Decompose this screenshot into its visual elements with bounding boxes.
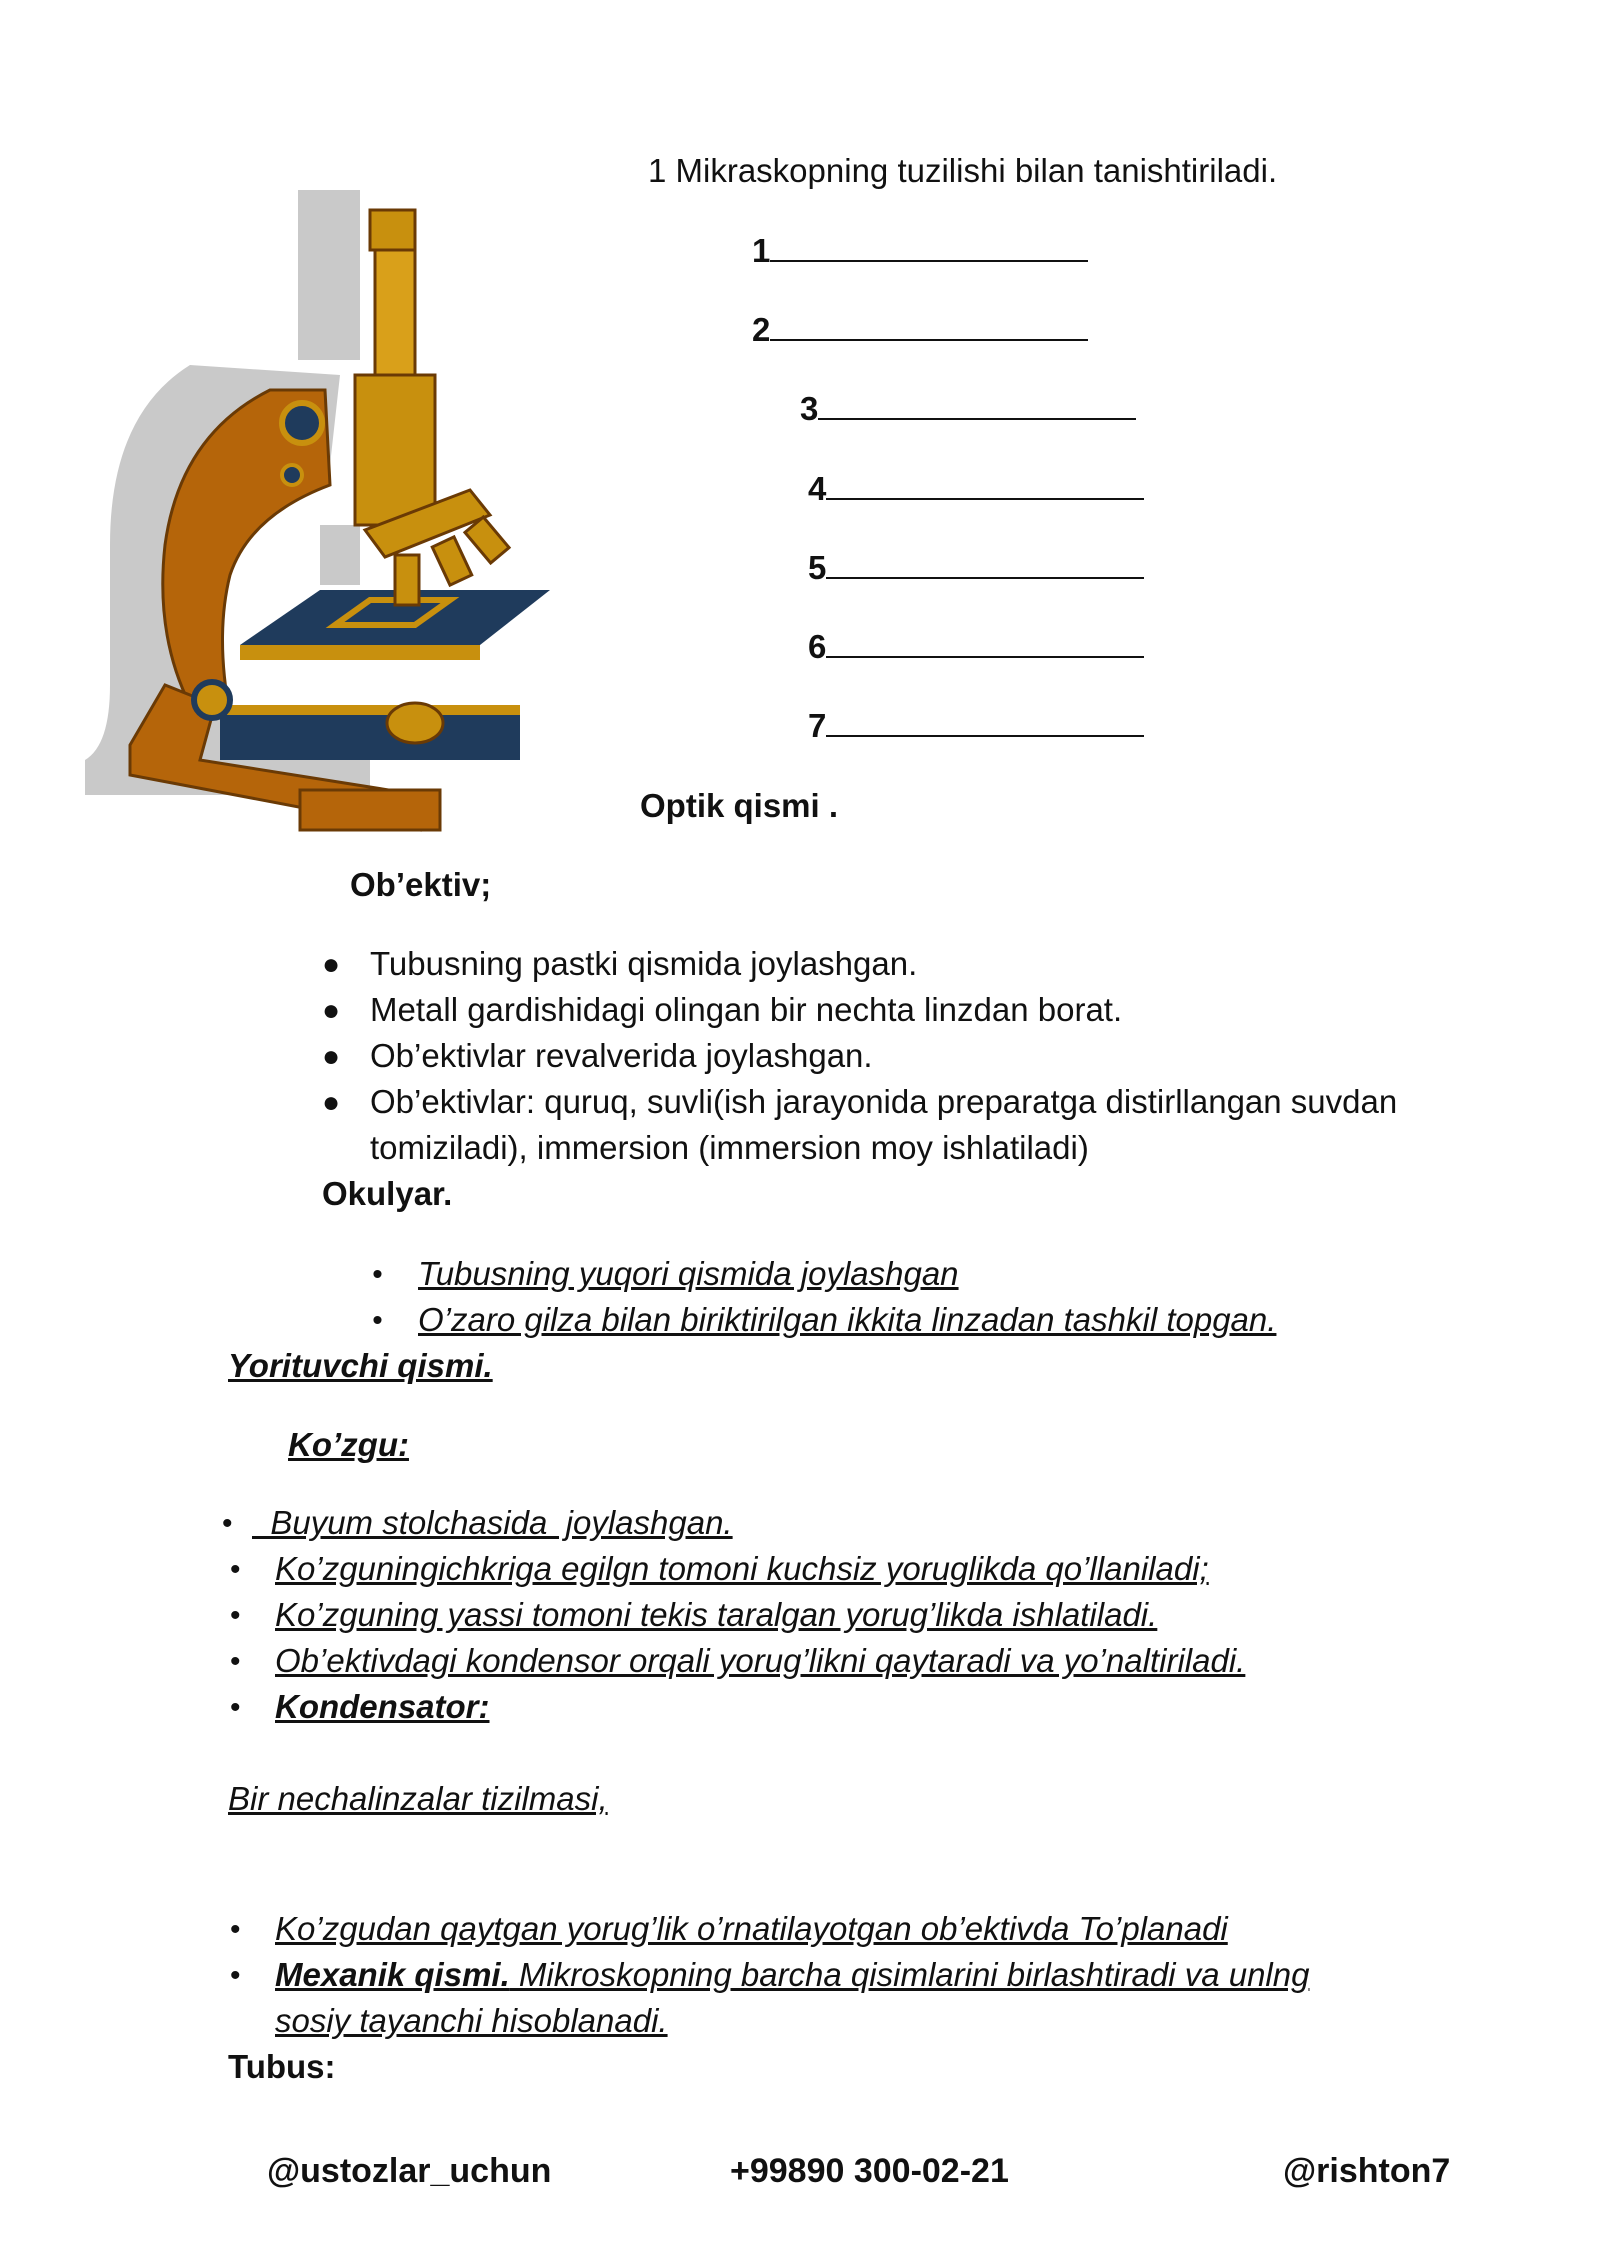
eyepiece bbox=[370, 210, 415, 250]
okulyar-title: Okulyar. bbox=[322, 1175, 453, 1212]
list-item-continuation: tomiziladi), immersion (immersion moy ishlatiladi) bbox=[370, 1129, 1089, 1166]
tubus-title: Tubus: bbox=[228, 2048, 336, 2085]
blank-line-1 bbox=[752, 232, 1088, 270]
bullet-icon: • bbox=[372, 1258, 383, 1291]
objektiv-title: Ob’ektiv; bbox=[350, 866, 492, 903]
blank-line-2 bbox=[752, 311, 1088, 349]
list-item: Ob’ektivlar: quruq, suvli(ish jarayonida preparatga distirllangan suvdan bbox=[370, 1083, 1398, 1120]
bullet-icon: • bbox=[230, 1959, 241, 1992]
list-item: Ko’zgudan qaytgan yorug’lik o’rnatilayotgan ob’ektivda To’planadi bbox=[275, 1910, 1228, 1947]
blank-number: 6 bbox=[808, 628, 827, 665]
blank-line-7 bbox=[808, 707, 1144, 745]
bullet-icon: ● bbox=[322, 994, 341, 1027]
mexanik-title: Mexanik qismi. bbox=[275, 1956, 510, 1993]
base-front bbox=[220, 705, 520, 715]
bullet-icon: ● bbox=[322, 1040, 341, 1073]
mirror bbox=[387, 703, 443, 743]
objective-2 bbox=[432, 537, 472, 585]
bullet-icon: • bbox=[372, 1304, 383, 1337]
list-item: Ob’ektivdagi kondensor orqali yorug’likni qaytaradi va yo’naltiriladi. bbox=[275, 1642, 1246, 1679]
list-item: Tubusning pastki qismida joylashgan. bbox=[370, 945, 918, 982]
coarse-knob bbox=[282, 403, 322, 443]
blank-underline bbox=[770, 313, 1088, 341]
bir-line: Bir nechalinzalar tizilmasi, bbox=[228, 1780, 608, 1817]
blank-underline bbox=[826, 630, 1144, 658]
footer-right-handle: @rishton7 bbox=[1283, 2152, 1451, 2190]
blank-line-3 bbox=[800, 390, 1136, 428]
yorituvchi-title: Yorituvchi qismi. bbox=[228, 1347, 493, 1384]
bullet-icon: ● bbox=[322, 948, 341, 981]
list-item-continuation: sosiy tayanchi hisoblanadi. bbox=[275, 2002, 668, 2039]
list-item: Buyum stolchasida joylashgan. bbox=[252, 1504, 733, 1541]
bullet-icon: • bbox=[230, 1645, 241, 1678]
bullet-icon: ● bbox=[322, 1086, 341, 1119]
bullet-icon: • bbox=[230, 1599, 241, 1632]
blank-number: 3 bbox=[800, 390, 819, 427]
stage-edge bbox=[240, 645, 480, 660]
list-item: Ob’ektivlar revalverida joylashgan. bbox=[370, 1037, 873, 1074]
list-item: O’zaro gilza bilan biriktirilgan ikkita linzadan tashkil topgan. bbox=[418, 1301, 1277, 1338]
blank-underline bbox=[826, 709, 1144, 737]
list-item: Metall gardishidagi olingan bir nechta linzdan borat. bbox=[370, 991, 1123, 1028]
blank-line-5 bbox=[808, 549, 1144, 587]
blank-underline bbox=[770, 234, 1088, 262]
kozgu-title: Ko’zgu: bbox=[288, 1426, 409, 1463]
list-item: Tubusning yuqori qismida joylashgan bbox=[418, 1255, 959, 1292]
bullet-icon: • bbox=[230, 1553, 241, 1586]
mexanik-text: Mikroskopning barcha qisimlarini birlashtiradi va unlng bbox=[509, 1956, 1310, 1993]
tube-body bbox=[355, 375, 435, 525]
bullet-icon: • bbox=[230, 1691, 241, 1724]
blank-line-6 bbox=[808, 628, 1144, 666]
footer-left-handle: @ustozlar_uchun bbox=[267, 2152, 552, 2190]
optik-title: Optik qismi . bbox=[640, 787, 839, 824]
bullet-icon: • bbox=[222, 1507, 233, 1540]
mirror-knob bbox=[194, 682, 230, 718]
page-heading: 1 Mikraskopning tuzilishi bilan tanishtiriladi. bbox=[648, 152, 1278, 189]
blank-number: 7 bbox=[808, 707, 827, 744]
bullet-icon: • bbox=[230, 1913, 241, 1946]
list-item-kondensator: Kondensator: bbox=[275, 1688, 490, 1725]
fine-knob bbox=[282, 465, 302, 485]
objective-1 bbox=[395, 555, 419, 605]
footer-phone: +99890 300-02-21 bbox=[730, 2152, 1009, 2190]
list-item: Ko’zguningichkriga egilgn tomoni kuchsiz yoruglikda qo’llaniladi; bbox=[275, 1550, 1209, 1587]
microscope-image bbox=[70, 185, 590, 840]
blank-number: 4 bbox=[808, 470, 827, 507]
base-foot bbox=[300, 790, 440, 830]
blank-underline bbox=[826, 472, 1144, 500]
blank-underline bbox=[818, 392, 1136, 420]
blank-number: 5 bbox=[808, 549, 827, 586]
blank-number: 1 bbox=[752, 232, 771, 269]
blank-line-4 bbox=[808, 470, 1144, 508]
list-item-mexanik bbox=[275, 1956, 1309, 1994]
list-item: Ko’zguning yassi tomoni tekis taralgan yorug’likda ishlatiladi. bbox=[275, 1596, 1158, 1633]
blank-number: 2 bbox=[752, 311, 771, 348]
blank-underline bbox=[826, 551, 1144, 579]
